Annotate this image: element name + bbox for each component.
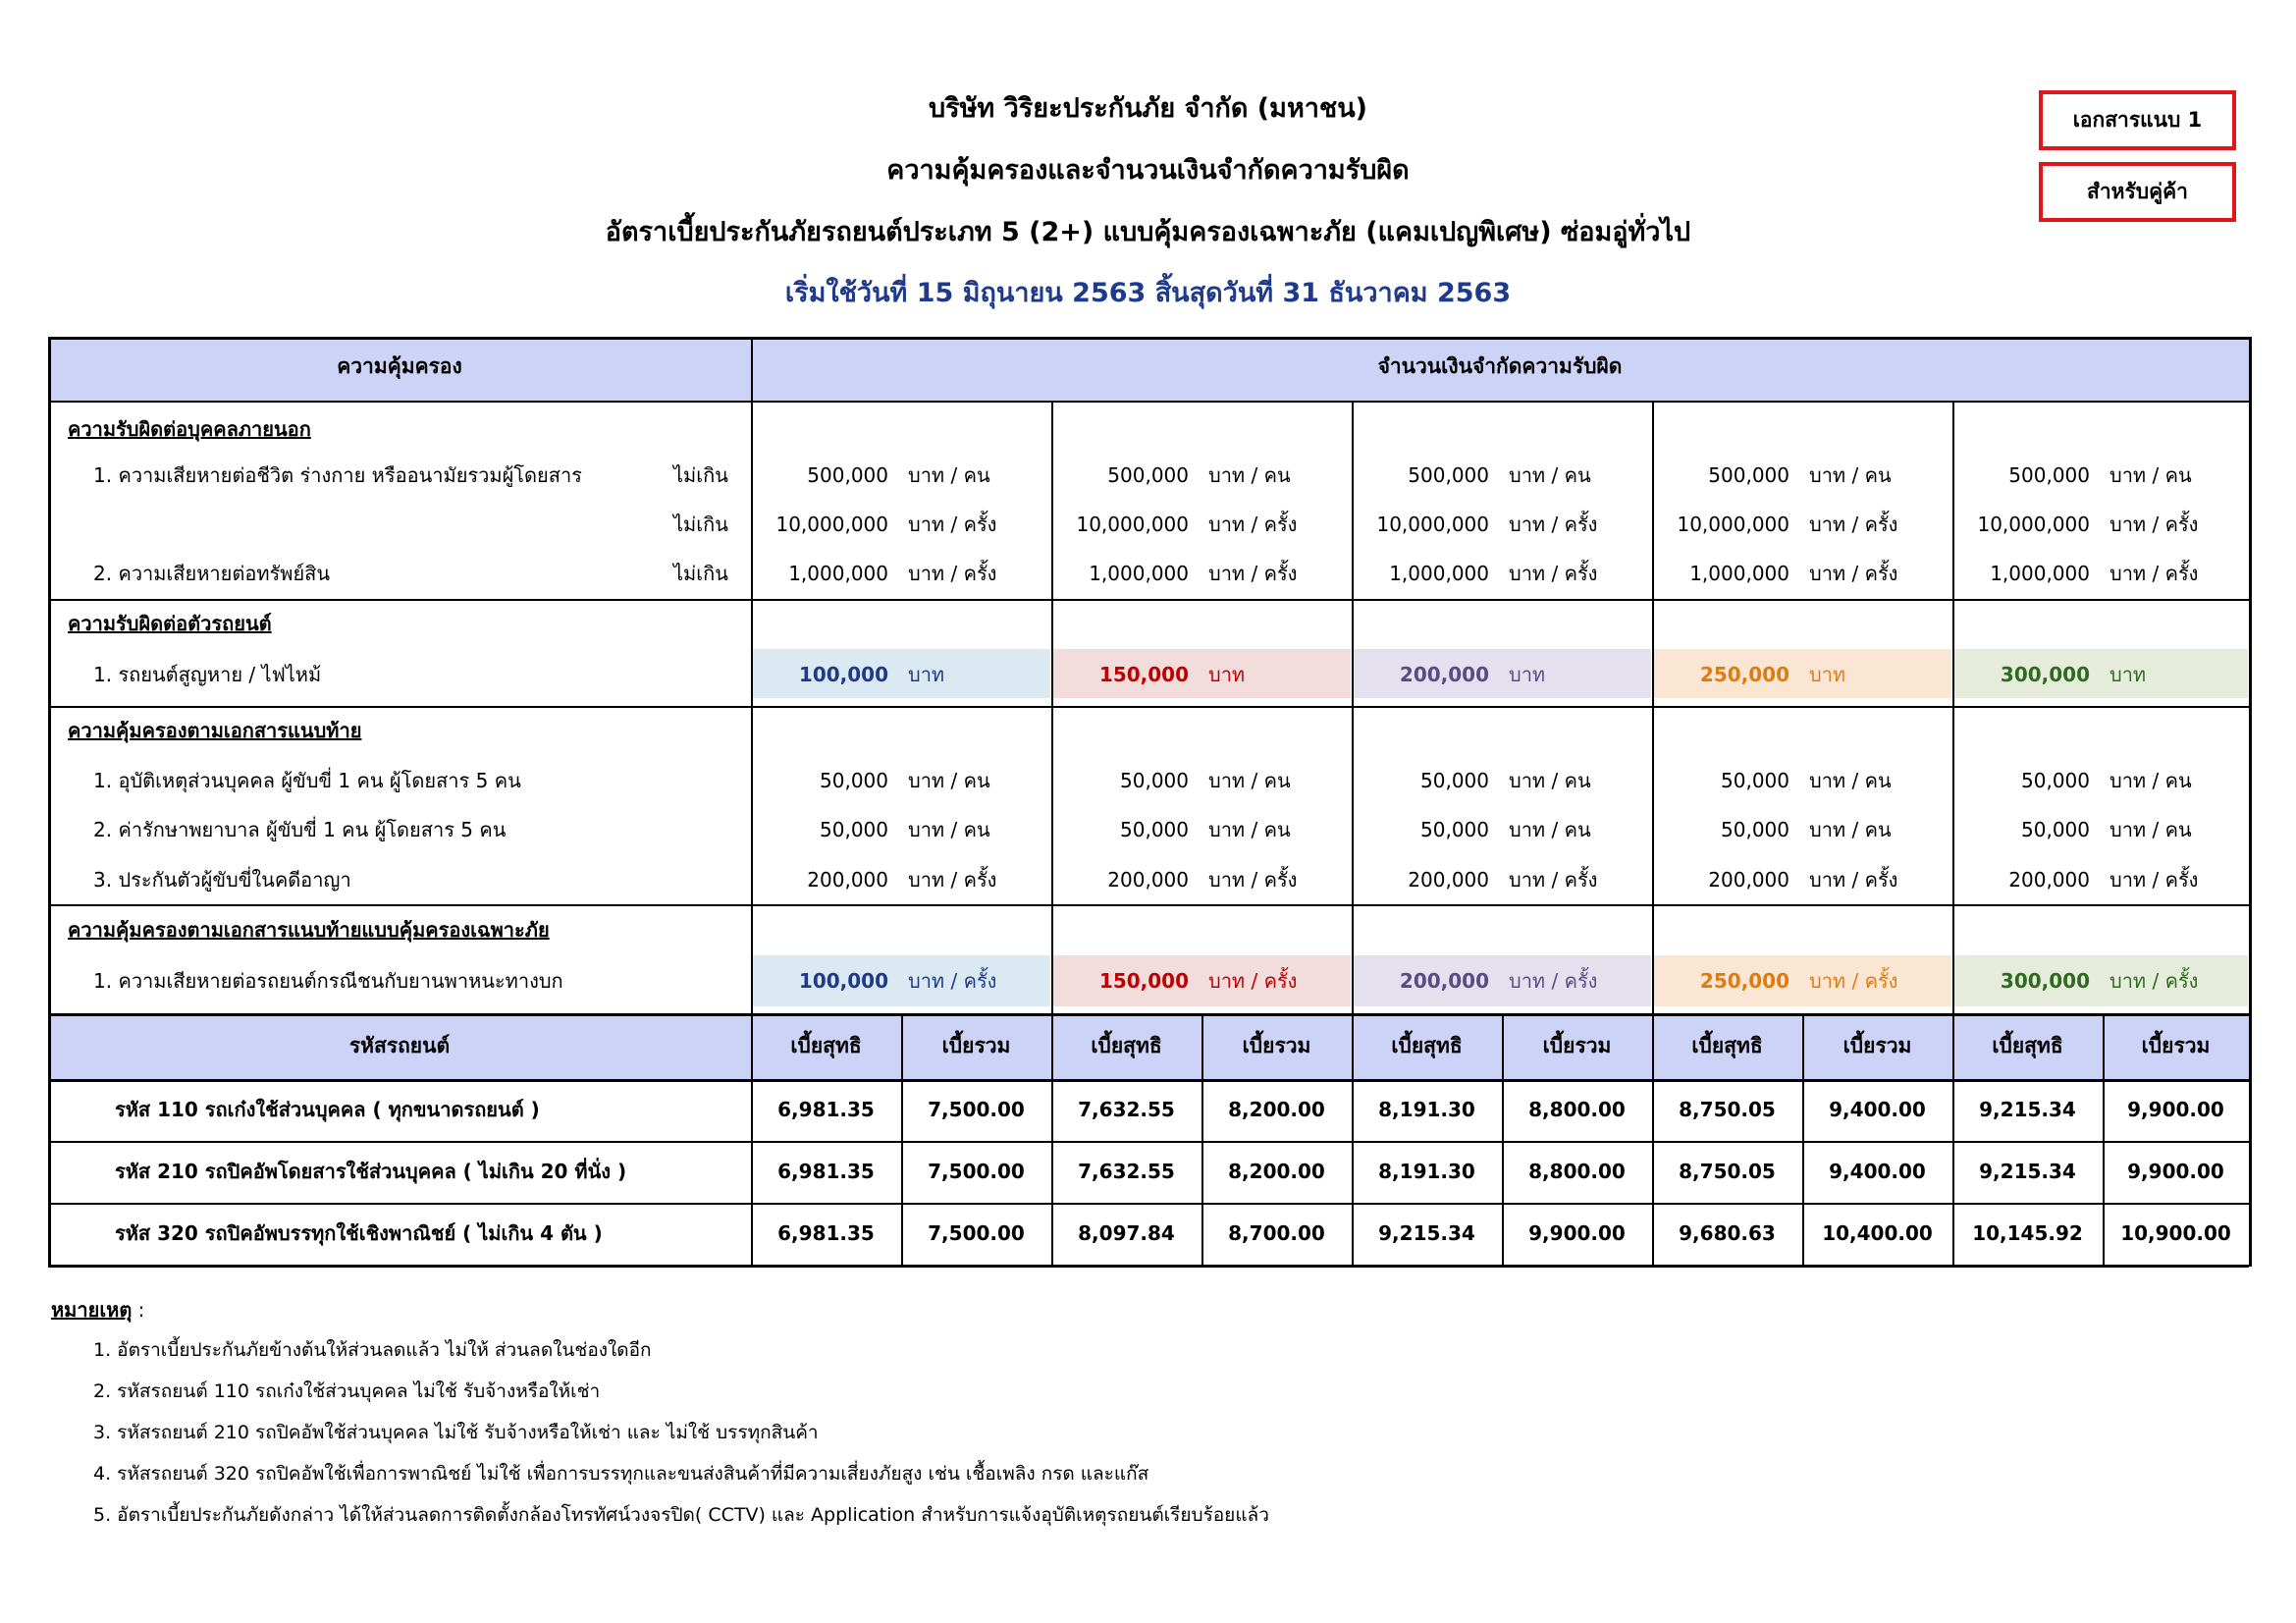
- table-rule: [48, 599, 2249, 601]
- table-rule: [1652, 401, 1654, 1265]
- limit-unit: บาท / คน: [2109, 818, 2192, 841]
- table-rule: [1352, 401, 1354, 1265]
- limit-unit: บาท: [1809, 663, 1846, 686]
- limit-amount: 10,000,000: [1376, 513, 1489, 536]
- limit-unit: บาท / ครั้ง: [1208, 868, 1298, 892]
- note-item: 1. อัตราเบี้ยประกันภัยข้างต้นให้ส่วนลดแล้ว ไม่ให้ ส่วนลดในช่องใดอีก: [93, 1339, 652, 1361]
- item-collision: 1. ความเสียหายต่อรถยนต์กรณีชนกับยานพาหนะทางบก: [93, 969, 563, 993]
- limit-unit: บาท / คน: [908, 463, 990, 487]
- limit-amount: 1,000,000: [1689, 562, 1789, 585]
- premium-value: 8,191.30: [1378, 1160, 1475, 1183]
- limit-amount: 500,000: [1708, 463, 1789, 487]
- premium-value: 8,750.05: [1679, 1160, 1776, 1183]
- limit-amount: 50,000: [2021, 769, 2090, 792]
- table-rule: [48, 1265, 2249, 1268]
- limit-unit: บาท: [2109, 663, 2147, 686]
- limit-amount: 200,000: [807, 868, 888, 892]
- premium-value: 8,700.00: [1228, 1221, 1325, 1245]
- vehicle-code-label: รหัส 110 รถเก๋งใช้ส่วนบุคคล ( ทุกขนาดรถยนต์ ): [115, 1098, 540, 1121]
- limit-unit: บาท / ครั้ง: [2109, 513, 2199, 536]
- table-rule: [48, 1141, 2249, 1143]
- limit-unit: บาท / คน: [1809, 463, 1892, 487]
- limit-unit: บาท / คน: [1809, 818, 1892, 841]
- limit-amount: 50,000: [1721, 769, 1789, 792]
- section-specific: ความคุ้มครองตามเอกสารแนบท้ายแบบคุ้มครองเฉพาะภัย: [68, 918, 550, 942]
- limit-amount: 50,000: [1420, 818, 1489, 841]
- gross-premium-header: เบี้ยรวม: [1842, 1034, 1912, 1057]
- premium-value: 10,900.00: [2120, 1221, 2231, 1245]
- table-rule: [48, 337, 51, 1265]
- limit-unit: บาท / ครั้ง: [1509, 868, 1598, 892]
- limit-amount: 100,000: [798, 663, 888, 686]
- limit-unit: บาท / ครั้ง: [1208, 513, 1298, 536]
- notes-title: หมายเหตุ :: [51, 1298, 145, 1322]
- document-subtitle: อัตราเบี้ยประกันภัยรถยนต์ประเภท 5 (2+) แบบคุ้มครองเฉพาะภัย (แคมเปญพิเศษ) ซ่อมอู่ทั่วไป: [605, 217, 1691, 247]
- item-pa: 1. อุบัติเหตุส่วนบุคคล ผู้ขับขี่ 1 คน ผู้โดยสาร 5 คน: [93, 769, 521, 792]
- limit-unit: บาท / คน: [1208, 769, 1291, 792]
- net-premium-header: เบี้ยสุทธิ: [1091, 1034, 1162, 1057]
- section-endorse: ความคุ้มครองตามเอกสารแนบท้าย: [68, 719, 362, 742]
- table-rule: [48, 1203, 2249, 1205]
- limit-unit: บาท / คน: [1809, 769, 1892, 792]
- table-rule: [48, 401, 2249, 403]
- table-rule: [1802, 1013, 1804, 1265]
- limit-amount: 500,000: [1107, 463, 1189, 487]
- customer-badge: สำหรับคู่ค้า: [2039, 162, 2236, 222]
- premium-value: 8,200.00: [1228, 1160, 1325, 1183]
- premium-value: 9,680.63: [1679, 1221, 1776, 1245]
- premium-value: 10,400.00: [1822, 1221, 1933, 1245]
- premium-value: 6,981.35: [777, 1160, 875, 1183]
- limit-unit: บาท / คน: [1509, 769, 1591, 792]
- gross-premium-header: เบี้ยรวม: [1242, 1034, 1311, 1057]
- effective-period: เริ่มใช้วันที่ 15 มิถุนายน 2563 สิ้นสุดวันที่ 31 ธันวาคม 2563: [784, 278, 1512, 308]
- limit-unit: บาท / ครั้ง: [1208, 969, 1298, 993]
- limit-amount: 200,000: [1107, 868, 1189, 892]
- premium-value: 7,500.00: [928, 1221, 1025, 1245]
- limit-unit: บาท / ครั้ง: [1509, 969, 1598, 993]
- vehicle-code-label: รหัส 320 รถปิคอัพบรรทุกใช้เชิงพาณิชย์ ( ไม่เกิน 4 ตัน ): [115, 1221, 603, 1245]
- limit-amount: 500,000: [2008, 463, 2090, 487]
- premium-value: 9,215.34: [1378, 1221, 1475, 1245]
- limit-amount: 1,000,000: [1389, 562, 1489, 585]
- limit-unit: บาท / ครั้ง: [908, 868, 997, 892]
- note-item: 2. รหัสรถยนต์ 110 รถเก๋งใช้ส่วนบุคคล ไม่ใช้ รับจ้างหรือให้เช่า: [93, 1380, 601, 1402]
- table-rule: [48, 1079, 2249, 1082]
- premium-value: 9,400.00: [1829, 1160, 1926, 1183]
- limit-unit: บาท / ครั้ง: [1809, 868, 1898, 892]
- limit-amount: 250,000: [1699, 969, 1789, 993]
- limit-unit: บาท / คน: [1509, 463, 1591, 487]
- limit-unit: บาท: [908, 663, 945, 686]
- limit-unit: บาท: [1208, 663, 1246, 686]
- limit-amount: 50,000: [1420, 769, 1489, 792]
- limit-unit: บาท / ครั้ง: [1809, 562, 1898, 585]
- premium-value: 9,215.34: [1979, 1160, 2076, 1183]
- limit-unit: บาท / ครั้ง: [908, 562, 997, 585]
- limit-amount: 150,000: [1098, 663, 1189, 686]
- premium-value: 6,981.35: [777, 1098, 875, 1121]
- premium-value: 8,200.00: [1228, 1098, 1325, 1121]
- limit-unit: บาท / ครั้ง: [1809, 969, 1898, 993]
- item-tp-life: 1. ความเสียหายต่อชีวิต ร่างกาย หรืออนามัยรวมผู้โดยสาร: [93, 463, 582, 487]
- premium-value: 7,632.55: [1078, 1098, 1175, 1121]
- premium-value: 9,900.00: [2127, 1160, 2224, 1183]
- coverage-header: ความคุ้มครอง: [337, 354, 462, 378]
- table-rule: [1201, 1013, 1203, 1265]
- premium-value: 8,750.05: [1679, 1098, 1776, 1121]
- limit-unit: บาท / คน: [1509, 818, 1591, 841]
- limit-unit: บาท / ครั้ง: [2109, 868, 2199, 892]
- limit-amount: 50,000: [1721, 818, 1789, 841]
- limit-unit: บาท / คน: [908, 818, 990, 841]
- premium-value: 9,215.34: [1979, 1098, 2076, 1121]
- premium-value: 7,632.55: [1078, 1160, 1175, 1183]
- vehicle-code-label: รหัส 210 รถปิคอัพโดยสารใช้ส่วนบุคคล ( ไม่เกิน 20 ที่นั่ง ): [115, 1160, 627, 1183]
- premium-value: 8,191.30: [1378, 1098, 1475, 1121]
- limit-amount: 300,000: [2000, 663, 2090, 686]
- table-rule: [48, 337, 2249, 340]
- limit-unit: บาท / ครั้ง: [908, 513, 997, 536]
- not-exceed-label: ไม่เกิน: [673, 513, 728, 536]
- premium-value: 9,400.00: [1829, 1098, 1926, 1121]
- table-rule: [1952, 401, 1954, 1265]
- premium-value: 7,500.00: [928, 1098, 1025, 1121]
- note-item: 3. รหัสรถยนต์ 210 รถปิคอัพใช้ส่วนบุคคล ไม่ใช้ รับจ้างหรือให้เช่า และ ไม่ใช้ บรรทุกสินค้า: [93, 1422, 819, 1443]
- not-exceed-label: ไม่เกิน: [673, 463, 728, 487]
- limit-amount: 10,000,000: [775, 513, 888, 536]
- limit-amount: 1,000,000: [1990, 562, 2090, 585]
- notes-title-text: หมายเหตุ: [51, 1298, 133, 1322]
- limit-amount: 200,000: [1399, 663, 1489, 686]
- premium-value: 6,981.35: [777, 1221, 875, 1245]
- limit-amount: 200,000: [2008, 868, 2090, 892]
- table-rule: [48, 1013, 2249, 1016]
- limit-amount: 300,000: [2000, 969, 2090, 993]
- limit-unit: บาท / ครั้ง: [908, 969, 997, 993]
- limit-unit: บาท / ครั้ง: [1809, 513, 1898, 536]
- limit-unit: บาท / ครั้ง: [1208, 562, 1298, 585]
- note-item: 4. รหัสรถยนต์ 320 รถปิคอัพใช้เพื่อการพาณิชย์ ไม่ใช้ เพื่อการบรรทุกและขนส่งสินค้าที่มีความเสี่ยงภัยสูง เช่น เชื้อเพลิง กรด และแก๊ส: [93, 1463, 1149, 1485]
- net-premium-header: เบี้ยสุทธิ: [1391, 1034, 1463, 1057]
- company-name: บริษัท วิริยะประกันภัย จำกัด (มหาชน): [928, 93, 1368, 124]
- table-rule: [48, 904, 2249, 906]
- limit-unit: บาท / คน: [1208, 463, 1291, 487]
- premium-value: 8,097.84: [1078, 1221, 1175, 1245]
- limit-unit: บาท / คน: [2109, 769, 2192, 792]
- limit-amount: 50,000: [1120, 769, 1189, 792]
- premium-value: 9,900.00: [1528, 1221, 1626, 1245]
- limit-amount: 500,000: [1408, 463, 1489, 487]
- limit-amount: 50,000: [1120, 818, 1189, 841]
- limit-amount: 50,000: [820, 769, 888, 792]
- premium-value: 9,900.00: [2127, 1098, 2224, 1121]
- gross-premium-header: เบี้ยรวม: [1542, 1034, 1612, 1057]
- limit-amount: 10,000,000: [1076, 513, 1189, 536]
- net-premium-header: เบี้ยสุทธิ: [1691, 1034, 1763, 1057]
- premium-value: 7,500.00: [928, 1160, 1025, 1183]
- limit-unit: บาท / ครั้ง: [1509, 513, 1598, 536]
- note-item: 5. อัตราเบี้ยประกันภัยดังกล่าว ได้ให้ส่วนลดการติดตั้งกล้องโทรทัศน์วงจรปิด( CCTV) และ Application สำหรับการแจ้งอุบัติเหตุรถยนต์เรียบร้อยแล้ว: [93, 1504, 1269, 1526]
- table-rule: [1051, 401, 1053, 1265]
- premium-value: 8,800.00: [1528, 1160, 1626, 1183]
- limit-unit: บาท / คน: [908, 769, 990, 792]
- limit-amount: 200,000: [1708, 868, 1789, 892]
- limit-amount: 10,000,000: [1677, 513, 1789, 536]
- table-rule: [2103, 1013, 2105, 1265]
- limit-header: จำนวนเงินจำกัดความรับผิด: [1377, 354, 1623, 378]
- gross-premium-header: เบี้ยรวม: [2141, 1034, 2211, 1057]
- gross-premium-header: เบี้ยรวม: [941, 1034, 1011, 1057]
- premium-code-header: รหัสรถยนต์: [348, 1034, 451, 1057]
- table-rule: [901, 1013, 903, 1265]
- attachment-badge: เอกสารแนบ 1: [2039, 90, 2236, 150]
- section-vehicle: ความรับผิดต่อตัวรถยนต์: [68, 612, 272, 635]
- premium-value: 8,800.00: [1528, 1098, 1626, 1121]
- net-premium-header: เบี้ยสุทธิ: [790, 1034, 862, 1057]
- limit-amount: 500,000: [807, 463, 888, 487]
- item-medical: 2. ค่ารักษาพยาบาล ผู้ขับขี่ 1 คน ผู้โดยสาร 5 คน: [93, 818, 507, 841]
- limit-unit: บาท / ครั้ง: [2109, 562, 2199, 585]
- limit-amount: 10,000,000: [1977, 513, 2090, 536]
- limit-unit: บาท / ครั้ง: [1509, 562, 1598, 585]
- limit-amount: 150,000: [1098, 969, 1189, 993]
- limit-amount: 1,000,000: [788, 562, 888, 585]
- limit-amount: 1,000,000: [1089, 562, 1189, 585]
- not-exceed-label: ไม่เกิน: [673, 562, 728, 585]
- item-vehicle-loss: 1. รถยนต์สูญหาย / ไฟไหม้: [93, 663, 322, 686]
- limit-amount: 50,000: [820, 818, 888, 841]
- section-third-party: ความรับผิดต่อบุคคลภายนอก: [68, 417, 311, 441]
- limit-unit: บาท: [1509, 663, 1546, 686]
- document-title: ความคุ้มครองและจำนวนเงินจำกัดความรับผิด: [886, 155, 1410, 186]
- net-premium-header: เบี้ยสุทธิ: [1992, 1034, 2063, 1057]
- limit-unit: บาท / คน: [2109, 463, 2192, 487]
- limit-amount: 200,000: [1399, 969, 1489, 993]
- limit-amount: 100,000: [798, 969, 888, 993]
- item-bail: 3. ประกันตัวผู้ขับขี่ในคดีอาญา: [93, 868, 351, 892]
- limit-amount: 200,000: [1408, 868, 1489, 892]
- limit-unit: บาท / คน: [1208, 818, 1291, 841]
- limit-unit: บาท / ครั้ง: [2109, 969, 2199, 993]
- table-rule: [1502, 1013, 1504, 1265]
- item-tp-property: 2. ความเสียหายต่อทรัพย์สิน: [93, 562, 331, 585]
- table-rule: [751, 337, 753, 1265]
- table-rule: [48, 706, 2249, 708]
- limit-amount: 250,000: [1699, 663, 1789, 686]
- table-rule: [2249, 337, 2252, 1267]
- limit-amount: 50,000: [2021, 818, 2090, 841]
- premium-value: 10,145.92: [1972, 1221, 2083, 1245]
